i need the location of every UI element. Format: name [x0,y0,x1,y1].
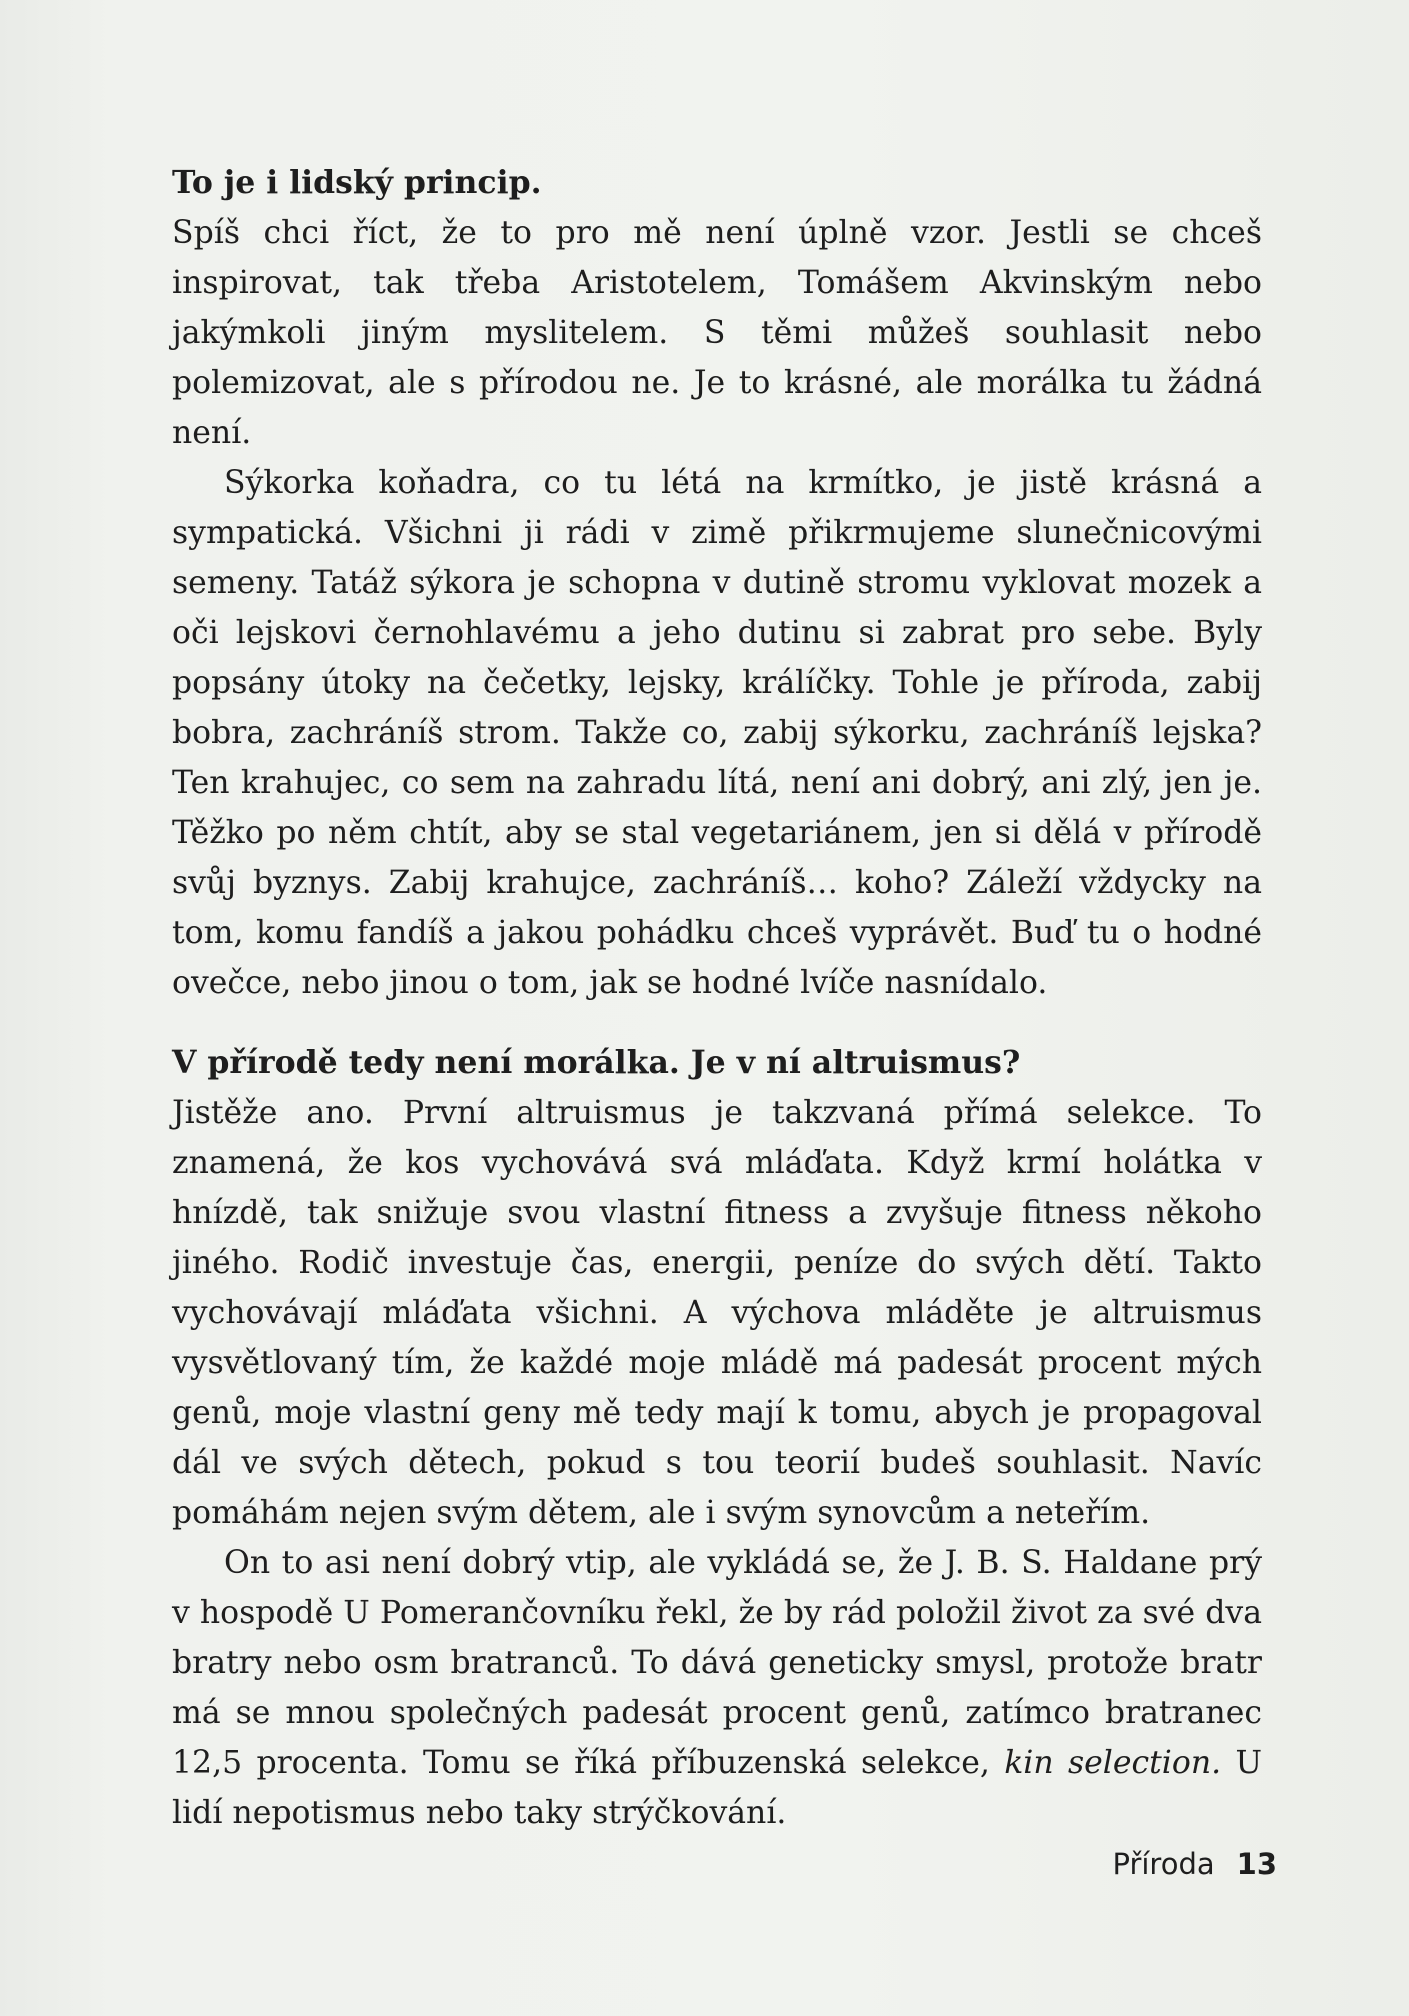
question-heading-1: To je i lidský princip. [172,164,542,201]
section-gap [172,1008,1262,1038]
page-number: 13 [1236,1847,1277,1881]
body-text [172,158,1262,1838]
kin-selection-term: kin selection. [1004,1745,1222,1781]
question-heading-2: V přírodě tedy není morálka. Je v ní altruismus? [172,1044,1021,1081]
page-footer [1112,1847,1277,1881]
paragraph-3: Jistěže ano. První altruismus je takzvaná přímá selekce. To znamená, že kos vychovává svá mláďata. Když krmí holátka v hnízdě, tak snižuje svou vlastní fitness a zvyšuje fitness někoho jiného. Rodič investuje čas, energii, peníze do svých dětí. Takto vychovávají mláďata všichni. A výchova mláděte je altruismus vysvětlovaný tím, že každé moje mládě má padesát procent mých genů, moje vlastní geny mě tedy mají k tomu, abych je propagoval dál ve svých dětech, pokud s tou teorií budeš souhlasit. Navíc pomáhám nejen svým dětem, ale i svým synovcům a neteřím. [172,1095,1262,1531]
section-title: Příroda [1112,1847,1215,1881]
paragraph-2: Sýkorka koňadra, co tu létá na krmítko, je jistě krásná a sympatická. Všichni ji rádi v zimě přikrmujeme slunečnicovými semeny. Tatáž sýkora je schopna v dutině stromu vyklovat mozek a oči lejskovi černohlavému a jeho dutinu si zabrat pro sebe. Byly popsány útoky na čečetky, lejsky, králíčky. Tohle je příroda, zabij bobra, zachráníš strom. Takže co, zabij sýkorku, zachráníš lejska? Ten krahujec, co sem na zahradu lítá, není ani dobrý, ani zlý, jen je. Těžko po něm chtít, aby se stal vegetariánem, jen si dělá v přírodě svůj byznys. Zabij krahujce, zachráníš… koho? Záleží vždycky na tom, komu fandíš a jakou pohádku chceš vyprávět. Buď tu o hodné ovečce, nebo jinou o tom, jak se hodné lvíče nasnídalo. [172,465,1262,1001]
paragraph-4 [172,1538,1262,1838]
paragraph-4-text: On to asi není dobrý vtip, ale vykládá se, že J. B. S. Haldane prý v hospodě U Pomerančovníku řekl, že by rád položil život za své dva bratry nebo osm bratranců. To dává geneticky smysl, protože bratr má se mnou společných padesát procent genů, zatímco bratranec 12,5 procenta. Tomu se říká příbuzenská selekce, [172,1545,1262,1781]
paragraph-1: Spíš chci říct, že to pro mě není úplně vzor. Jestli se chceš inspirovat, tak třeba Aristotelem, Tomášem Akvinským nebo jakýmkoli jiným myslitelem. S těmi můžeš souhlasit nebo polemizovat, ale s přírodou ne. Je to krásné, ale morálka tu žádná není. [172,215,1262,451]
paragraph-4-end: U lidí nepotismus nebo taky strýčkování. [172,1745,1262,1831]
